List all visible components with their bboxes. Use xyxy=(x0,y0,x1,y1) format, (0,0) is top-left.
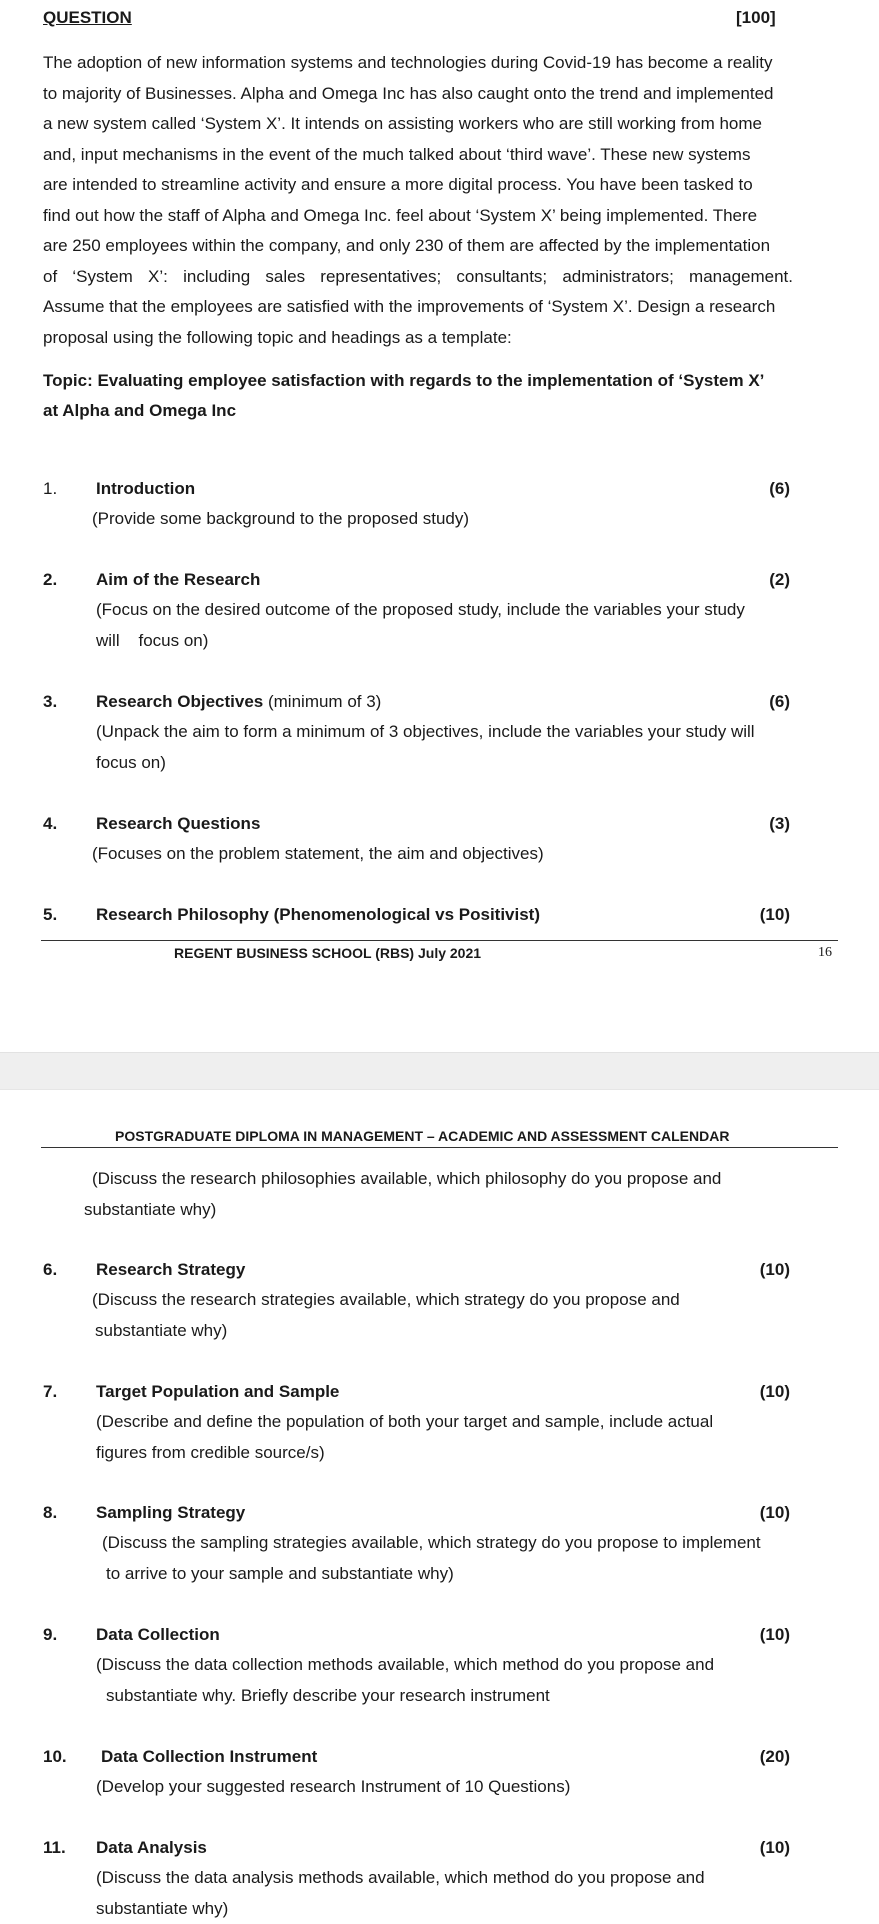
section-title: Research Strategy xyxy=(96,1260,245,1279)
section-title: Research Questions xyxy=(96,814,260,833)
section-marks: (6) xyxy=(769,479,790,499)
section-number: 6. xyxy=(43,1260,57,1280)
section-note: (minimum of 3) xyxy=(263,692,381,711)
section-description xyxy=(96,1863,705,1924)
intro-line: are 250 employees within the company, and only 230 of them are affected by the implementation xyxy=(43,231,793,262)
description-line: will focus on) xyxy=(96,626,745,657)
section-number: 7. xyxy=(43,1382,57,1402)
intro-line: find out how the staff of Alpha and Omega Inc. feel about ‘System X’ being implemented. There xyxy=(43,201,793,232)
topic-line: at Alpha and Omega Inc xyxy=(43,396,793,426)
section-heading xyxy=(96,905,540,925)
section-heading xyxy=(96,570,260,590)
section-title: Data Collection xyxy=(96,1625,220,1644)
section-title: Introduction xyxy=(96,479,195,498)
section-title: Target Population and Sample xyxy=(96,1382,339,1401)
section-marks: (20) xyxy=(760,1747,790,1767)
description-line: substantiate why. Briefly describe your research instrument xyxy=(96,1681,714,1712)
description-line: (Discuss the data analysis methods available, which method do you propose and xyxy=(96,1863,705,1894)
topic-line: Topic: Evaluating employee satisfaction with regards to the implementation of ‘System X’ xyxy=(43,366,793,396)
section-description xyxy=(102,1528,761,1589)
section-description xyxy=(84,1164,721,1225)
footer-rule xyxy=(41,940,838,941)
section-marks: (3) xyxy=(769,814,790,834)
section-marks: (10) xyxy=(760,1838,790,1858)
section-heading xyxy=(96,1260,245,1280)
section-number: 5. xyxy=(43,905,57,925)
section-description xyxy=(96,595,745,656)
description-line: (Describe and define the population of both your target and sample, include actual xyxy=(96,1407,713,1438)
intro-line: are intended to streamline activity and ensure a more digital process. You have been tasked to xyxy=(43,170,793,201)
description-line: (Develop your suggested research Instrument of 10 Questions) xyxy=(96,1772,570,1803)
description-line: figures from credible source/s) xyxy=(96,1438,713,1469)
section-marks: (10) xyxy=(760,1503,790,1523)
section-title: Research Objectives xyxy=(96,692,263,711)
section-marks: (6) xyxy=(769,692,790,712)
section-description xyxy=(96,1772,570,1803)
section-marks: (10) xyxy=(760,1260,790,1280)
intro-line: a new system called ‘System X’. It intends on assisting workers who are still working from home xyxy=(43,109,793,140)
section-marks: (2) xyxy=(769,570,790,590)
page-number: 16 xyxy=(818,945,832,961)
section-number: 3. xyxy=(43,692,57,712)
section-number: 9. xyxy=(43,1625,57,1645)
section-heading xyxy=(96,1382,339,1402)
intro-line: and, input mechanisms in the event of the much talked about ‘third wave’. These new systems xyxy=(43,140,793,171)
section-marks: (10) xyxy=(760,905,790,925)
section-number: 8. xyxy=(43,1503,57,1523)
description-line: (Provide some background to the proposed study) xyxy=(92,504,469,535)
section-heading xyxy=(96,692,381,712)
page-header-text: POSTGRADUATE DIPLOMA IN MANAGEMENT – ACADEMIC AND ASSESSMENT CALENDAR xyxy=(115,1128,729,1144)
section-description xyxy=(92,1285,680,1346)
page-footer-text: REGENT BUSINESS SCHOOL (RBS) July 2021 xyxy=(174,945,481,961)
section-heading xyxy=(96,1625,220,1645)
proposal-topic xyxy=(43,366,793,426)
section-title: Aim of the Research xyxy=(96,570,260,589)
section-description xyxy=(92,504,469,535)
section-description xyxy=(96,717,755,778)
description-line: (Discuss the research philosophies available, which philosophy do you propose and xyxy=(84,1164,721,1195)
section-number: 4. xyxy=(43,814,57,834)
section-number: 1. xyxy=(43,479,57,499)
description-line: (Focuses on the problem statement, the aim and objectives) xyxy=(92,839,544,870)
description-line: substantiate why) xyxy=(96,1894,705,1924)
question-total-marks: [100] xyxy=(736,8,776,28)
section-marks: (10) xyxy=(760,1382,790,1402)
section-title: Data Collection Instrument xyxy=(101,1747,317,1766)
question-label: QUESTION xyxy=(43,8,132,28)
section-description xyxy=(92,839,544,870)
description-line: substantiate why) xyxy=(92,1316,680,1347)
section-number: 2. xyxy=(43,570,57,590)
description-line: (Focus on the desired outcome of the proposed study, include the variables your study xyxy=(96,595,745,626)
intro-line: The adoption of new information systems and technologies during Covid-19 has become a reality xyxy=(43,48,793,79)
section-heading xyxy=(96,814,260,834)
section-number: 11. xyxy=(43,1838,66,1858)
description-line: focus on) xyxy=(96,748,755,779)
description-line: (Discuss the research strategies available, which strategy do you propose and xyxy=(92,1285,680,1316)
section-description xyxy=(96,1407,713,1468)
description-line: (Discuss the sampling strategies available, which strategy do you propose to implement xyxy=(102,1528,761,1559)
description-line: (Discuss the data collection methods available, which method do you propose and xyxy=(96,1650,714,1681)
section-marks: (10) xyxy=(760,1625,790,1645)
description-line: (Unpack the aim to form a minimum of 3 objectives, include the variables your study will xyxy=(96,717,755,748)
intro-line: to majority of Businesses. Alpha and Omega Inc has also caught onto the trend and implemented xyxy=(43,79,793,110)
section-heading xyxy=(96,479,195,499)
intro-line: proposal using the following topic and headings as a template: xyxy=(43,323,793,354)
section-description xyxy=(96,1650,714,1711)
page-separator xyxy=(0,1052,879,1090)
header-rule xyxy=(41,1147,838,1148)
description-line: substantiate why) xyxy=(84,1195,721,1226)
section-heading xyxy=(96,1838,207,1858)
intro-line: Assume that the employees are satisfied with the improvements of ‘System X’. Design a research xyxy=(43,292,793,323)
description-line: to arrive to your sample and substantiate why) xyxy=(102,1559,761,1590)
section-heading xyxy=(101,1747,317,1767)
section-title: Research Philosophy (Phenomenological vs Positivist) xyxy=(96,905,540,924)
question-intro-paragraph xyxy=(43,48,793,353)
section-heading xyxy=(96,1503,245,1523)
intro-line: of ‘System X’: including sales representatives; consultants; administrators; management. xyxy=(43,262,793,293)
section-title: Data Analysis xyxy=(96,1838,207,1857)
section-title: Sampling Strategy xyxy=(96,1503,245,1522)
section-number: 10. xyxy=(43,1747,67,1767)
